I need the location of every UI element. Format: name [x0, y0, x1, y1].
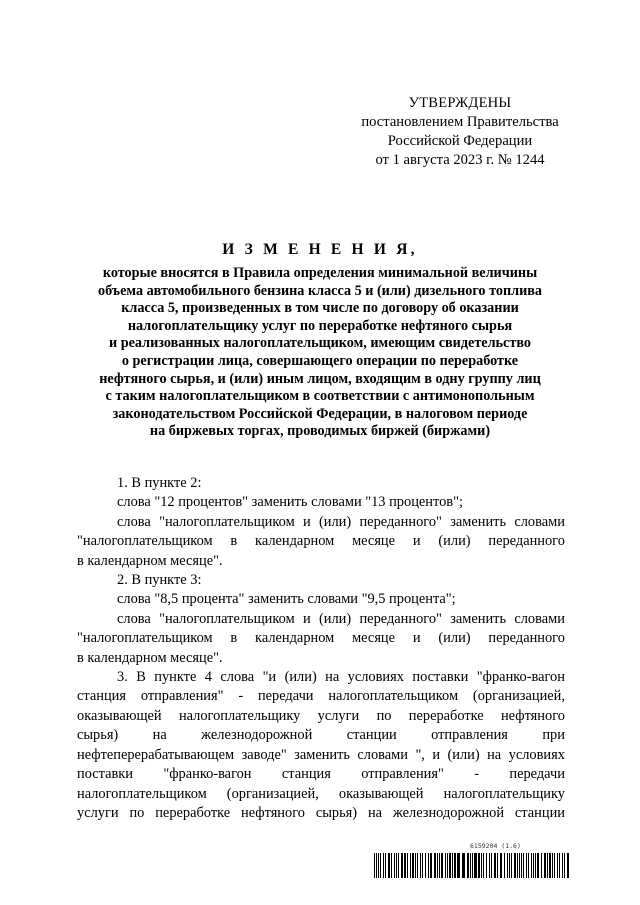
word: слова: [117, 513, 151, 530]
word: переданного": [359, 513, 442, 530]
item-1-heading: 1. В пункте 2:: [117, 475, 202, 491]
word: и: [432, 746, 441, 763]
word: календарном: [255, 630, 335, 647]
word: условиях: [508, 746, 565, 763]
item-3-first-line: [77, 668, 565, 687]
justified-line: [77, 726, 565, 745]
word: переданного": [359, 610, 442, 627]
word: передачи: [509, 766, 565, 783]
word: заменить: [450, 513, 507, 530]
word: слова: [220, 669, 255, 686]
word: поставки: [77, 766, 133, 783]
word: оказывающей: [77, 707, 162, 724]
document-body: [77, 474, 565, 823]
word: слова: [117, 610, 151, 627]
word: по: [129, 804, 145, 821]
subtitle-line: о регистрации лица, совершающего операции по переработке: [121, 352, 519, 369]
word: станции: [514, 804, 565, 821]
word: заводе": [241, 746, 287, 763]
word: заменить: [294, 746, 350, 763]
word: (или): [284, 669, 317, 686]
word: на: [367, 804, 383, 821]
word: на: [487, 746, 502, 763]
subtitle-line: нефтяного сырья, и (или) иным лицом, входящим в одну группу лиц: [99, 370, 541, 387]
word: пункте: [154, 669, 197, 686]
word: в: [230, 533, 238, 550]
word: нефтяного: [500, 707, 565, 724]
word: "франко-вагон: [476, 669, 565, 686]
word: станция: [77, 688, 126, 705]
word: месяце: [352, 533, 396, 550]
word: железнодорожной: [392, 804, 505, 821]
word: нефтяного: [241, 804, 305, 821]
word: при: [542, 727, 565, 744]
word: заменить: [450, 610, 507, 627]
word: сырья): [77, 727, 119, 744]
justified-line: [77, 804, 565, 823]
approval-line-2: Российской Федерации: [387, 133, 533, 149]
item-1-replacement-a: слова "12 процентов" заменить словами "13 процентов";: [117, 494, 463, 511]
word: и: [302, 513, 311, 530]
word: услуги: [77, 804, 119, 821]
word: и: [302, 610, 311, 627]
subtitle-line: и реализованных налогоплательщиком, имеющим свидетельство: [109, 335, 531, 352]
text-line: в календарном месяце".: [77, 552, 223, 569]
word: (или): [447, 746, 480, 763]
document-barcode: [374, 842, 570, 880]
word: (организацией,: [472, 688, 565, 705]
word: отправления: [431, 727, 508, 744]
justified-line: [77, 687, 565, 706]
word: отправления": [140, 688, 224, 705]
item-2-replacement-a: слова "8,5 процента" заменить словами "9,5 процента";: [117, 591, 456, 608]
word: налогоплательщику: [443, 785, 565, 802]
subtitle-line: которые вносятся в Правила определения минимальной величины: [102, 265, 538, 281]
justified-line: [77, 785, 565, 804]
word: словами: [514, 513, 565, 530]
word: переданного: [488, 533, 565, 550]
word: "налогоплательщиком: [77, 533, 213, 550]
word: переработке: [408, 707, 484, 724]
word: условиях: [347, 669, 404, 686]
word: ",: [415, 746, 425, 763]
word: оказывающей: [338, 785, 424, 802]
justified-line: [77, 610, 565, 629]
text-line: в календарном месяце".: [77, 649, 223, 666]
word: переработке: [155, 804, 231, 821]
justified-line: [77, 765, 565, 784]
justified-line: [77, 707, 565, 726]
word: (или): [438, 533, 471, 550]
word: на: [152, 727, 167, 744]
word: налогоплательщику: [178, 707, 301, 724]
word: словами: [514, 610, 565, 627]
word: железнодорожной: [201, 727, 313, 744]
justified-line: [77, 513, 565, 532]
word: (или): [319, 610, 352, 627]
word: отправления": [361, 766, 444, 783]
word: месяце: [352, 630, 396, 647]
word: и: [412, 630, 421, 647]
word: словами: [357, 746, 408, 763]
item-2-heading: 2. В пункте 3:: [117, 572, 202, 589]
justified-line: [77, 629, 565, 648]
word: станции: [346, 727, 397, 744]
word: "налогоплательщиком: [77, 630, 213, 647]
word: по: [376, 707, 392, 724]
approval-line-1: постановлением Правительства: [361, 114, 559, 130]
barcode-label: 6159204 (1.6): [470, 842, 521, 850]
justified-line: [77, 746, 565, 765]
subtitle-line: с таким налогоплательщиком в соответствии с антимонопольным: [105, 388, 535, 405]
approval-title: УТВЕРЖДЕНЫ: [408, 95, 512, 111]
document-subtitle: [60, 265, 580, 441]
word: передачи: [257, 688, 314, 705]
word: "и: [262, 669, 277, 686]
word: поставки: [412, 669, 469, 686]
word: (или): [438, 630, 471, 647]
word: (или): [319, 513, 352, 530]
word: переданного: [488, 630, 565, 647]
word: в: [230, 630, 238, 647]
subtitle-line: объема автомобильного бензина класса 5 и (или) дизельного топлива: [97, 282, 543, 299]
word: и: [412, 533, 421, 550]
word: -: [238, 688, 244, 705]
word: В: [136, 669, 146, 686]
justified-line: [77, 532, 565, 551]
word: налогоплательщиком: [77, 785, 207, 802]
word: (организацией,: [226, 785, 319, 802]
document-title: И З М Е Н Е Н И Я,: [222, 241, 418, 258]
subtitle-line: законодательством Российской Федерации, в налоговом периоде: [112, 405, 528, 422]
word: станция: [281, 766, 331, 783]
word: нефтеперерабатывающем: [77, 746, 235, 763]
word: "налогоплательщиком: [159, 610, 295, 627]
subtitle-line: налогоплательщику услуг по переработке нефтяного сырья: [127, 317, 513, 334]
word: календарном: [255, 533, 335, 550]
word: -: [474, 766, 480, 783]
word: "налогоплательщиком: [159, 513, 295, 530]
subtitle-line: на биржевых торгах, проводимых биржей (биржами): [149, 423, 491, 440]
word: 3.: [117, 669, 128, 686]
barcode-icon: [374, 853, 570, 878]
word: услуги: [317, 707, 360, 724]
word: "франко-вагон: [163, 766, 252, 783]
subtitle-line: класса 5, произведенных в том числе по договору об оказании: [121, 300, 519, 317]
word: на: [325, 669, 340, 686]
approval-line-3: от 1 августа 2023 г. № 1244: [375, 152, 545, 168]
word: налогоплательщиком: [328, 688, 459, 705]
word: сырья): [315, 804, 358, 821]
word: 4: [204, 669, 212, 686]
approval-block: [340, 94, 580, 170]
